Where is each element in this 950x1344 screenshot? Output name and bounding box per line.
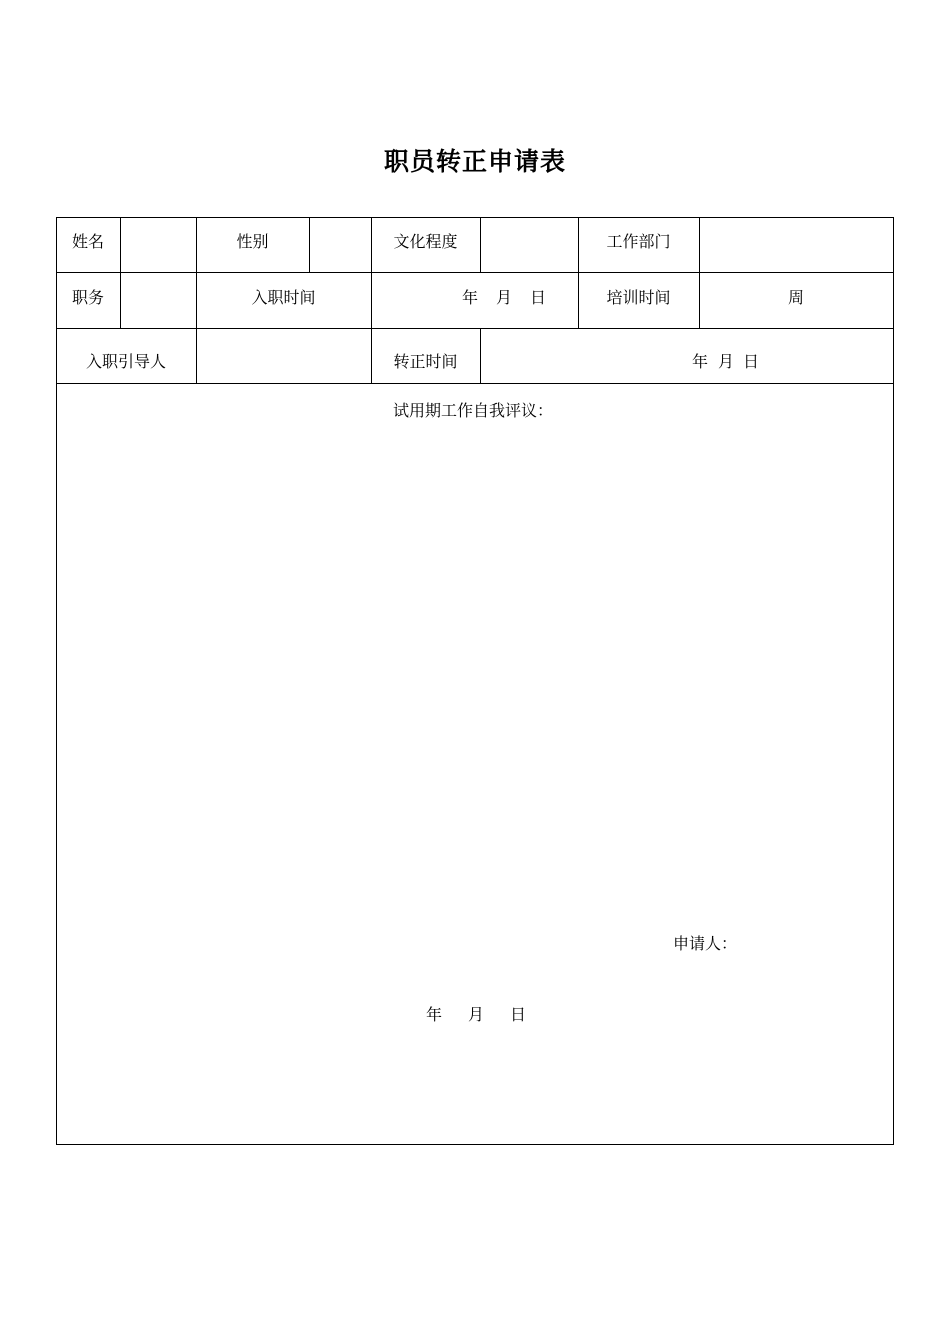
gender-field[interactable] xyxy=(310,218,371,272)
confirm-date-year: 年 xyxy=(692,352,709,371)
review-date-month: 月 xyxy=(468,1005,485,1024)
table-border-bottom xyxy=(56,1144,894,1145)
hire-date-label: 入职时间 xyxy=(251,287,316,307)
mentor-field[interactable] xyxy=(197,329,371,383)
education-label: 文化程度 xyxy=(393,232,458,251)
applicant-label: 申请人： xyxy=(673,934,738,953)
position-field[interactable] xyxy=(121,273,196,328)
hire-date-month: 月 xyxy=(496,287,513,307)
form-title: 职员转正申请表 xyxy=(383,147,566,176)
self-review-label: 试用期工作自我评议： xyxy=(393,401,554,420)
hire-date-year: 年 xyxy=(462,287,479,307)
training-unit: 周 xyxy=(787,287,804,307)
training-label: 培训时间 xyxy=(606,287,671,307)
review-date-day: 日 xyxy=(510,1005,527,1024)
confirm-date-month: 月 xyxy=(718,352,735,371)
review-date-year: 年 xyxy=(426,1005,443,1024)
education-field[interactable] xyxy=(481,218,578,272)
name-field[interactable] xyxy=(121,218,196,272)
department-label: 工作部门 xyxy=(606,232,671,251)
table-border-right xyxy=(893,217,894,1145)
hire-date-day: 日 xyxy=(530,287,547,307)
confirm-date-label: 转正时间 xyxy=(393,352,458,371)
hire-date-field[interactable] xyxy=(371,272,578,328)
confirm-date-field[interactable] xyxy=(480,328,893,383)
training-field[interactable] xyxy=(699,272,893,328)
confirm-date-day: 日 xyxy=(743,352,760,371)
position-label: 职务 xyxy=(71,287,104,307)
name-label: 姓名 xyxy=(71,232,104,251)
department-field[interactable] xyxy=(700,218,893,272)
mentor-label: 入职引导人 xyxy=(85,352,166,371)
self-review-area[interactable] xyxy=(57,384,893,1144)
gender-label: 性别 xyxy=(236,232,269,251)
